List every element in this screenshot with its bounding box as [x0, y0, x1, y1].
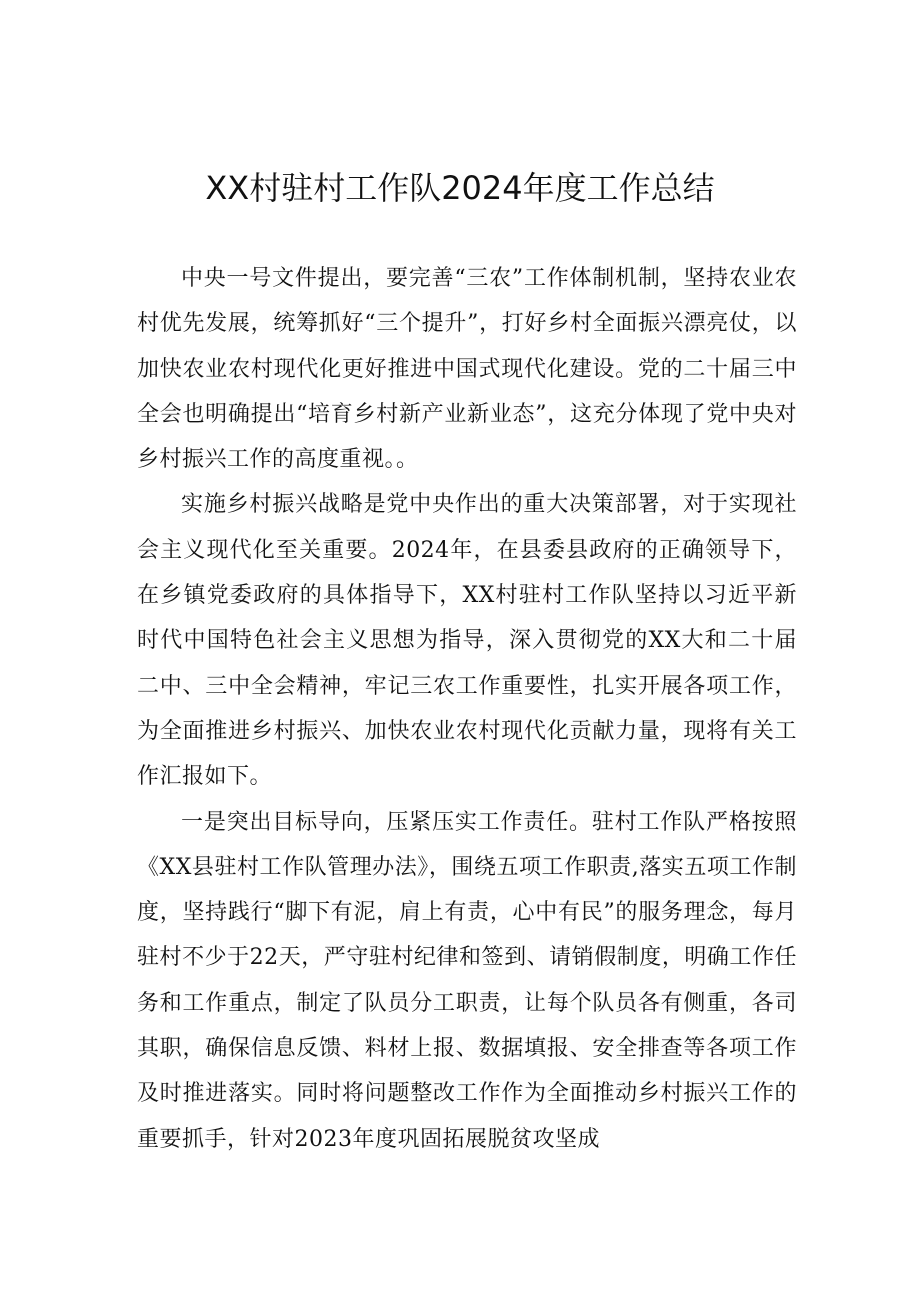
document-title: XX村驻村工作队2024年度工作总结	[205, 169, 715, 207]
paragraph: 中央一号文件提出，要完善“三农”工作体制机制，坚持农业农村优先发展，统筹抓好“三个提升”，打好乡村全面振兴漂亮仗，以加快农业农村现代化更好推进中国式现代化建设。党的二十届三中全会也明确提出“培育乡村新产业新业态”，这充分体现了党中央对乡村振兴工作的高度重视。。	[137, 266, 797, 473]
paragraph: 一是突出目标导向，压紧压实工作责任。驻村工作队严格按照《XX县驻村工作队管理办法》，围绕五项工作职责,落实五项工作制度，坚持践行“脚下有泥，肩上有责，心中有民”的服务理念，每月驻村不少于22天，严守驻村纪律和签到、请销假制度，明确工作任务和工作重点，制定了队员分工职责，让每个队员各有侧重，各司其职，确保信息反馈、料材上报、数据填报、安全排查等各项工作及时推进落实。同时将问题整改工作作为全面推动乡村振兴工作的重要抓手，针对2023年度巩固拓展脱贫攻坚成	[137, 809, 797, 1152]
document-body	[137, 256, 797, 1162]
paragraph: 实施乡村振兴战略是党中央作出的重大决策部署，对于实现社会主义现代化至关重要。2024年，在县委县政府的正确领导下，在乡镇党委政府的具体指导下，XX村驻村工作队坚持以习近平新时代中国特色社会主义思想为指导，深入贯彻党的XX大和二十届二中、三中全会精神，牢记三农工作重要性，扎实开展各项工作，为全面推进乡村振兴、加快农业农村现代化贡献力量，现将有关工作汇报如下。	[137, 492, 797, 790]
